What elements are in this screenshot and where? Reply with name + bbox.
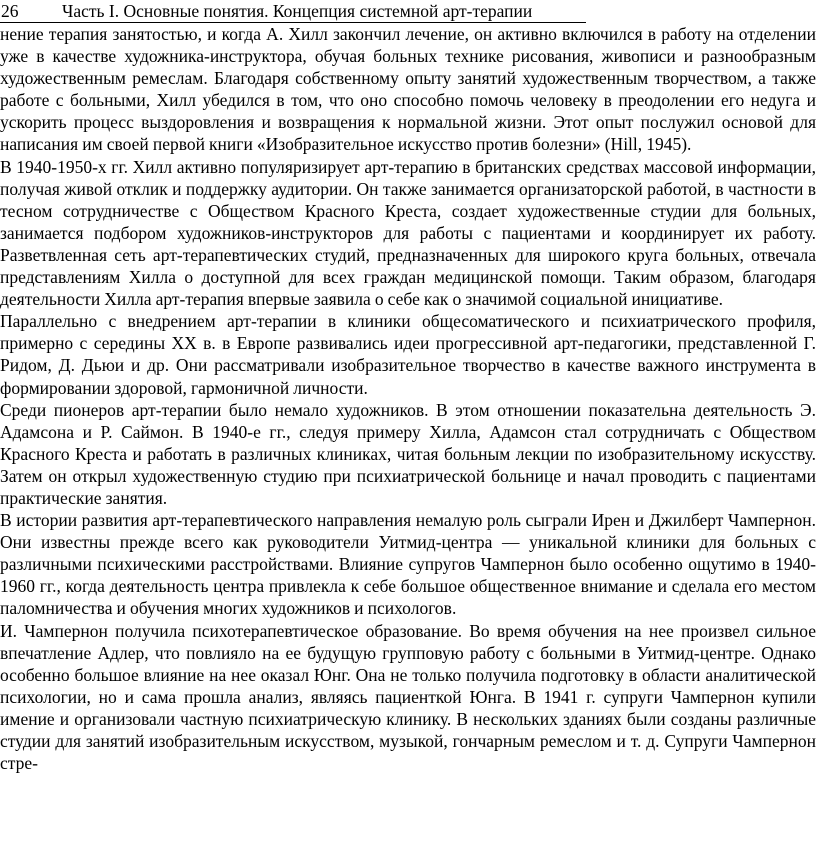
body-text: [0, 23, 816, 774]
paragraph-4: Среди пионеров арт-терапии было немало художников. В этом отношении показательна деятельность Э. Адамсона и Р. Саймон. В 1940-е гг., следуя примеру Хилла, Адамсон стал сотрудничать с Обществом Красного Креста и работать в различных клиниках, читая больным лекции по изобразительному искусству. Затем он открыл художественную студию при психиатрической больнице и начал проводить с пациентами практические занятия.: [0, 399, 816, 508]
paragraph-2: В 1940-1950-х гг. Хилл активно популяризирует арт-терапию в британских средствах массовой информации, получая живой отклик и поддержку аудитории. Он также занимается организаторской работой, в частности в тесном сотрудничестве с Обществом Красного Креста, создает художественные студии для больных, занимается подбором художников-инструкторов для работы с пациентами и координирует их работу. Разветвленная сеть арт-терапевтических студий, предназначенных для широкого круга больных, отвечала представлениям Хилла о доступной для всех граждан медицинской помощи. Таким образом, благодаря деятельности Хилла арт-терапия впервые заявила о себе как о значимой социальной инициативе.: [0, 156, 816, 310]
paragraph-5: В истории развития арт-терапевтического направления немалую роль сыграли Ирен и Джилберт Чампернон. Они известны прежде всего как руководители Уитмид-центра — уникальной клиники для больных с различными психическими расстройствами. Влияние супругов Чампернон было особенно ощутимо в 1940-1960 гг., когда деятельность центра привлекла к себе большое общественное внимание и сделала его местом паломничества и обучения многих художников и психологов.: [0, 510, 816, 619]
page-number: 26: [1, 1, 19, 21]
running-header: [0, 0, 586, 23]
paragraph-6: И. Чампернон получила психотерапевтическое образование. Во время обучения на нее произвел сильное впечатление Адлер, что повлияло на ее будущую групповую работу с больными в Уитмид-центре. Однако особенно большое влияние на нее оказал Юнг. Она не только получила подготовку в области аналитической психологии, но и сама прошла анализ, являясь пациенткой Юнга. В 1941 г. супруги Чампернон купили имение и организовали частную психиатрическую клинику. В нескольких зданиях были созданы различные студии для занятий изобразительным искусством, музыкой, гончарным ремеслом и т. д. Супруги Чампернон стре-: [0, 620, 816, 774]
paragraph-3: Параллельно с внедрением арт-терапии в клиники общесоматического и психиатрического профиля, примерно с середины XX в. в Европе развивались идеи прогрессивной арт-педагогики, представленной Г. Ридом, Д. Дьюи и др. Они рассматривали изобразительное творчество в качестве важного инструмента в формировании здоровой, гармоничной личности.: [0, 311, 816, 398]
paragraph-1: нение терапия занятостью, и когда А. Хилл закончил лечение, он активно включился в работу на отделении уже в качестве художника-инструктора, обучая больных технике рисования, живописи и разнообразным художественным ремеслам. Благодаря собственному опыту занятий художественным творчеством, а также работе с больными, Хилл убедился в том, что оно способно помочь человеку в преодолении его недуга и ускорить процесс выздоровления и возвращения к нормальной жизни. Этот опыт послужил основой для написания им своей первой книги «Изобразительное искусство против болезни» (Hill, 1945).: [0, 24, 816, 155]
running-title: Часть I. Основные понятия. Концепция системной арт-терапии: [62, 1, 533, 21]
